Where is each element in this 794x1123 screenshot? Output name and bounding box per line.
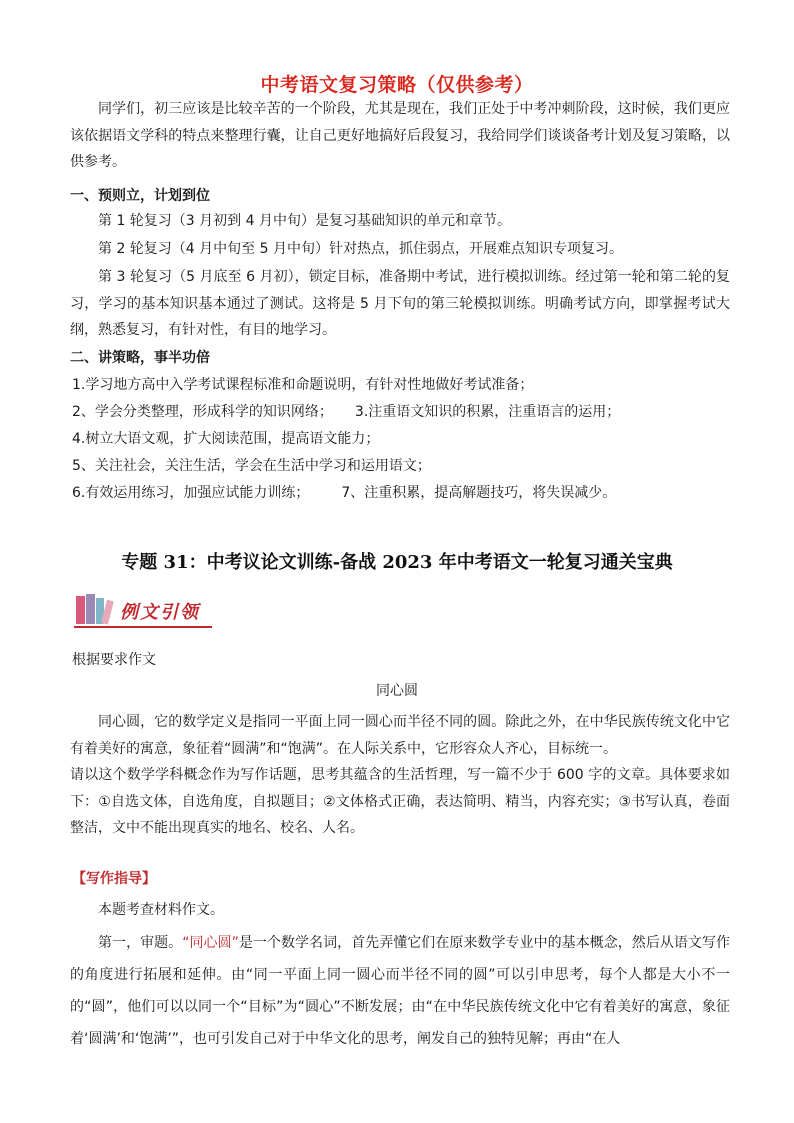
strategy-item-4: 4.树立大语文观，扩大阅读范围，提高语文能力； (72, 431, 380, 447)
strategy-item-5: 5、关注社会，关注生活，学会在生活中学习和运用语文； (72, 458, 431, 474)
strategy-item-7: 7、注重积累，提高解题技巧，将失误减少。 (341, 485, 617, 501)
round3-paragraph: 第 3 轮复习（5 月底至 6 月初），锁定目标，准备期中考试，进行模拟训练。经过第一轮和第二轮的复习，学习的基本知识基本通过了测试。这将是 5 月下旬的第三轮模拟训练。明确考试方向，即掌握考试大纲，熟悉复习，有针对性，有目的地学习。 (70, 269, 730, 338)
guide-p2-body: 是一个数学名词，首先弄懂它们在原来数学专业中的基本概念，然后从语文写作的角度进行拓展和延伸。由“同一平面上同一圆心而半径不同的圆”可以引申思考，每个人都是大小不一的“圆”，他们可以以同一个“目标”为“圆心”不断发展；由“在中华民族传统文化中它有着美好的寓意，象征着‘圆满’和‘饱满’”，也可引发自己对于中华文化的思考，阐发自己的独特见解；再由“在人 (70, 935, 730, 1047)
guide-p2-highlight: “同心圆” (182, 935, 239, 951)
page-title: 中考语文复习策略（仅供参考） (260, 74, 534, 96)
books-icon (74, 592, 116, 626)
section1-heading: 一、预则立，计划到位 (70, 188, 210, 204)
round2-paragraph: 第 2 轮复习（4 月中旬至 5 月中旬）针对热点，抓住弱点，开展难点知识专项复习。 (98, 241, 623, 257)
round1-paragraph: 第 1 轮复习（3 月初到 4 月中旬）是复习基础知识的单元和章节。 (98, 213, 511, 229)
strategy-item-2: 2、学会分类整理，形成科学的知识网络； (72, 404, 333, 420)
guide-p2-lead: 第一，审题。 (98, 935, 183, 951)
essay-paragraph-2: 请以这个数学学科概念作为写作话题，思考其蕴含的生活哲理，写一篇不少于 600 字的文章。具体要求如下：①自选文体，自选角度，自拟题目；②文体格式正确，表达简明、精当，内容充实；③书写认真，卷面整洁，文中不能出现真实的地名、校名、人名。 (70, 767, 730, 836)
guide-paragraph-2 (70, 927, 730, 1055)
strategy-items-2-3 (72, 400, 620, 424)
prompt-label: 根据要求作文 (72, 652, 156, 668)
guide-heading: 【写作指导】 (72, 871, 156, 887)
strategy-item-1: 1.学习地方高中入学考试课程标准和命题说明，有针对性地做好考试准备； (72, 377, 534, 393)
topic-subtitle: 专题 31：中考议论文训练-备战 2023 年中考语文一轮复习通关宝典 (121, 552, 673, 573)
strategy-items-6-7 (72, 481, 616, 505)
banner-underline (74, 626, 212, 628)
section2-heading: 二、讲策略，事半功倍 (70, 350, 210, 366)
banner-label: 例文引领 (120, 602, 200, 623)
guide-paragraph-1: 本题考查材料作文。 (98, 902, 224, 918)
strategy-item-6: 6.有效运用练习，加强应试能力训练； (72, 485, 310, 501)
essay-paragraph-1: 同心圆，它的数学定义是指同一平面上同一圆心而半径不同的圆。除此之外，在中华民族传统文化中它有着美好的寓意，象征着“圆满”和“饱满”。在人际关系中，它形容众人齐心，目标统一。 (70, 714, 730, 757)
intro-paragraph: 同学们，初三应该是比较辛苦的一个阶段，尤其是现在，我们正处于中考冲刺阶段，这时候，我们更应该依据语文学科的特点来整理行囊，让自己更好地搞好后段复习，我给同学们谈谈备考计划及复习策略，以供参考。 (70, 101, 730, 170)
example-banner (74, 592, 214, 630)
essay-title: 同心圆 (376, 683, 418, 699)
strategy-item-3: 3.注重语文知识的积累，注重语言的运用； (354, 404, 621, 420)
